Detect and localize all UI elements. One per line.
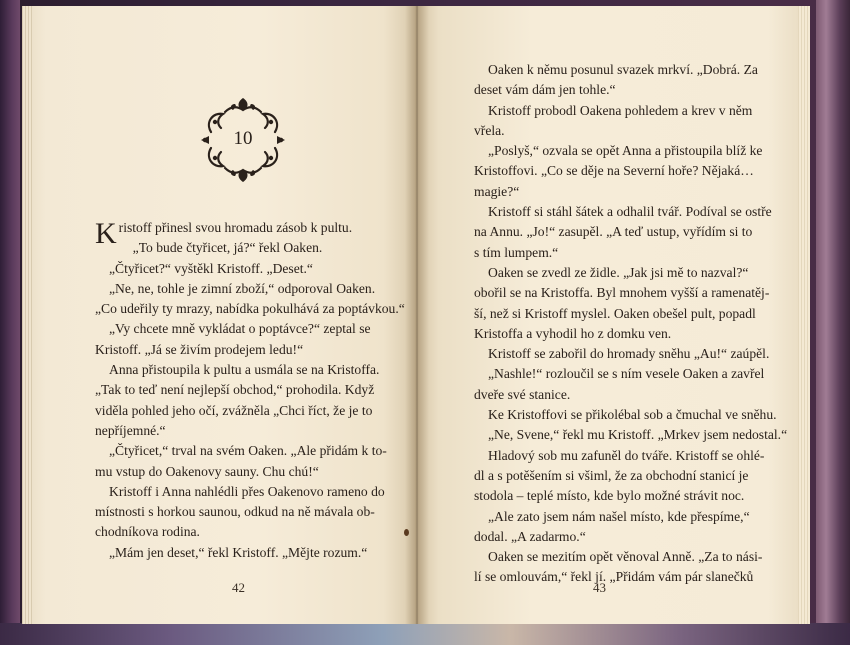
paragraph-line: „Vy chcete mně vykládat o poptávce?“ zeptal se <box>109 321 371 337</box>
paragraph-line: Kristoff si stáhl šátek a odhalil tvář. Podíval se ostře <box>488 204 772 220</box>
paragraph-line: Kristoff. „Já se živím prodejem ledu!“ <box>95 341 304 357</box>
chapter-number: 10 <box>233 128 253 149</box>
paragraph-line: viděla pohled jeho očí, zvážněla „Chci říct, že je to <box>95 402 373 418</box>
paragraph-line: „To bude čtyřicet, já?“ řekl Oaken. <box>132 240 323 256</box>
left-page-stack-edge <box>22 6 32 624</box>
paragraph-line: Anna přistoupila k pultu a usmála se na Kristoffa. <box>109 362 380 378</box>
paragraph-line: Kristoff probodl Oakena pohledem a krev v něm <box>488 102 753 118</box>
page-number-left: 42 <box>232 580 245 595</box>
paragraph-line: „Mám jen deset,“ řekl Kristoff. „Mějte rozum.“ <box>109 544 368 560</box>
book-cover-right-edge <box>816 0 850 645</box>
left-page-text <box>95 217 405 563</box>
paragraph-line: dl a s potěšením si všiml, že za obchodní stanicí je <box>474 467 749 483</box>
paragraph-line: „Čtyřicet,“ trval na svém Oaken. „Ale přidám k to- <box>109 443 387 459</box>
paragraph-line: lí se omlouvám,“ řekl jí. „Přidám vám pár slanečků <box>474 569 754 585</box>
paragraph-line: Hladový sob mu zafuněl do tváře. Kristoff se ohlé- <box>488 447 765 463</box>
gutter-mark <box>404 529 409 536</box>
paragraph-line: „Nashle!“ rozloučil se s ním vesele Oaken a zavřel <box>488 366 765 382</box>
paragraph-line: „Poslyš,“ ozvala se opět Anna a přistoupila blíž ke <box>488 143 763 159</box>
paragraph-line: „Ale zato jsem nám našel místo, kde přespíme,“ <box>488 508 750 524</box>
paragraph-line: stodola – teplé místo, kde bylo možné strávit noc. <box>474 488 745 504</box>
paragraph-line: „Čtyřicet?“ vyštěkl Kristoff. „Deset.“ <box>109 260 313 276</box>
paragraph-line: mu vstup do Oakenovy sauny. Chu chú!“ <box>95 463 319 479</box>
paragraph-line: Oaken se mezitím opět věnoval Anně. „Za to nási- <box>488 549 763 565</box>
paragraph-line: Oaken se zvedl ze židle. „Jak jsi mě to nazval?“ <box>488 264 749 280</box>
book-cover-bottom-edge <box>0 623 850 645</box>
paragraph-line: ší, než si Kristoff myslel. Oaken obešel pult, popadl <box>474 305 756 321</box>
paragraph-line: deset vám dám jen tohle.“ <box>474 82 616 98</box>
paragraph-line: vřela. <box>474 122 505 138</box>
paragraph-line: Kristoffa a vyhodil ho z domku ven. <box>474 325 672 341</box>
paragraph-line: Kristoff se zabořil do hromady sněhu „Au!“ zaúpěl. <box>488 346 770 362</box>
paragraph-line: dveře své stanice. <box>474 386 571 402</box>
page-number-right: 43 <box>593 580 606 595</box>
paragraph-line: Kristoff i Anna nahlédli přes Oakenovo rameno do <box>109 483 385 499</box>
right-page-text <box>474 60 788 588</box>
paragraph-line: „Tak to teď není nejlepší obchod,“ prohodila. Když <box>95 382 375 398</box>
paragraph-line: Ke Kristoffovi se přikolébal sob a čmuchal ve sněhu. <box>488 407 777 423</box>
paragraph-line: obořil se na Kristoffa. Byl mnohem vyšší a ramenatěj- <box>474 285 770 301</box>
paragraph-line: dodal. „A zadarmo.“ <box>474 528 586 544</box>
paragraph-line: „Ne, Svene,“ řekl mu Kristoff. „Mrkev jsem nedostal.“ <box>488 427 788 443</box>
paragraph-line: s tím lumpem.“ <box>474 244 559 260</box>
right-page-stack-edge <box>798 6 810 624</box>
paragraph-line: „Co udeřily ty mrazy, nabídka pokulhává za poptávkou.“ <box>95 301 405 317</box>
paragraph-line: nepříjemné.“ <box>95 422 166 438</box>
paragraph-line: místnosti s horkou saunou, odkud na ně mávala ob- <box>95 504 375 520</box>
paragraph-line: „Ne, ne, tohle je zimní zboží,“ odporoval Oaken. <box>109 280 376 296</box>
paragraph-line: Kristoff přinesl svou hromadu zásob k pultu. <box>95 217 353 250</box>
paragraph-line: na Annu. „Jo!“ zasupěl. „A teď ustup, vyřídím si to <box>474 224 753 240</box>
drop-cap: K <box>95 217 117 250</box>
paragraph-line: chodníkova rodina. <box>95 524 200 540</box>
paragraph-line: Oaken k němu posunul svazek mrkví. „Dobrá. Za <box>488 62 758 77</box>
book-cover-left-edge <box>0 0 20 645</box>
paragraph-line: magie?“ <box>474 183 520 199</box>
paragraph-line: Kristoffovi. „Co se děje na Severní hoře? Nějaká… <box>474 163 754 179</box>
